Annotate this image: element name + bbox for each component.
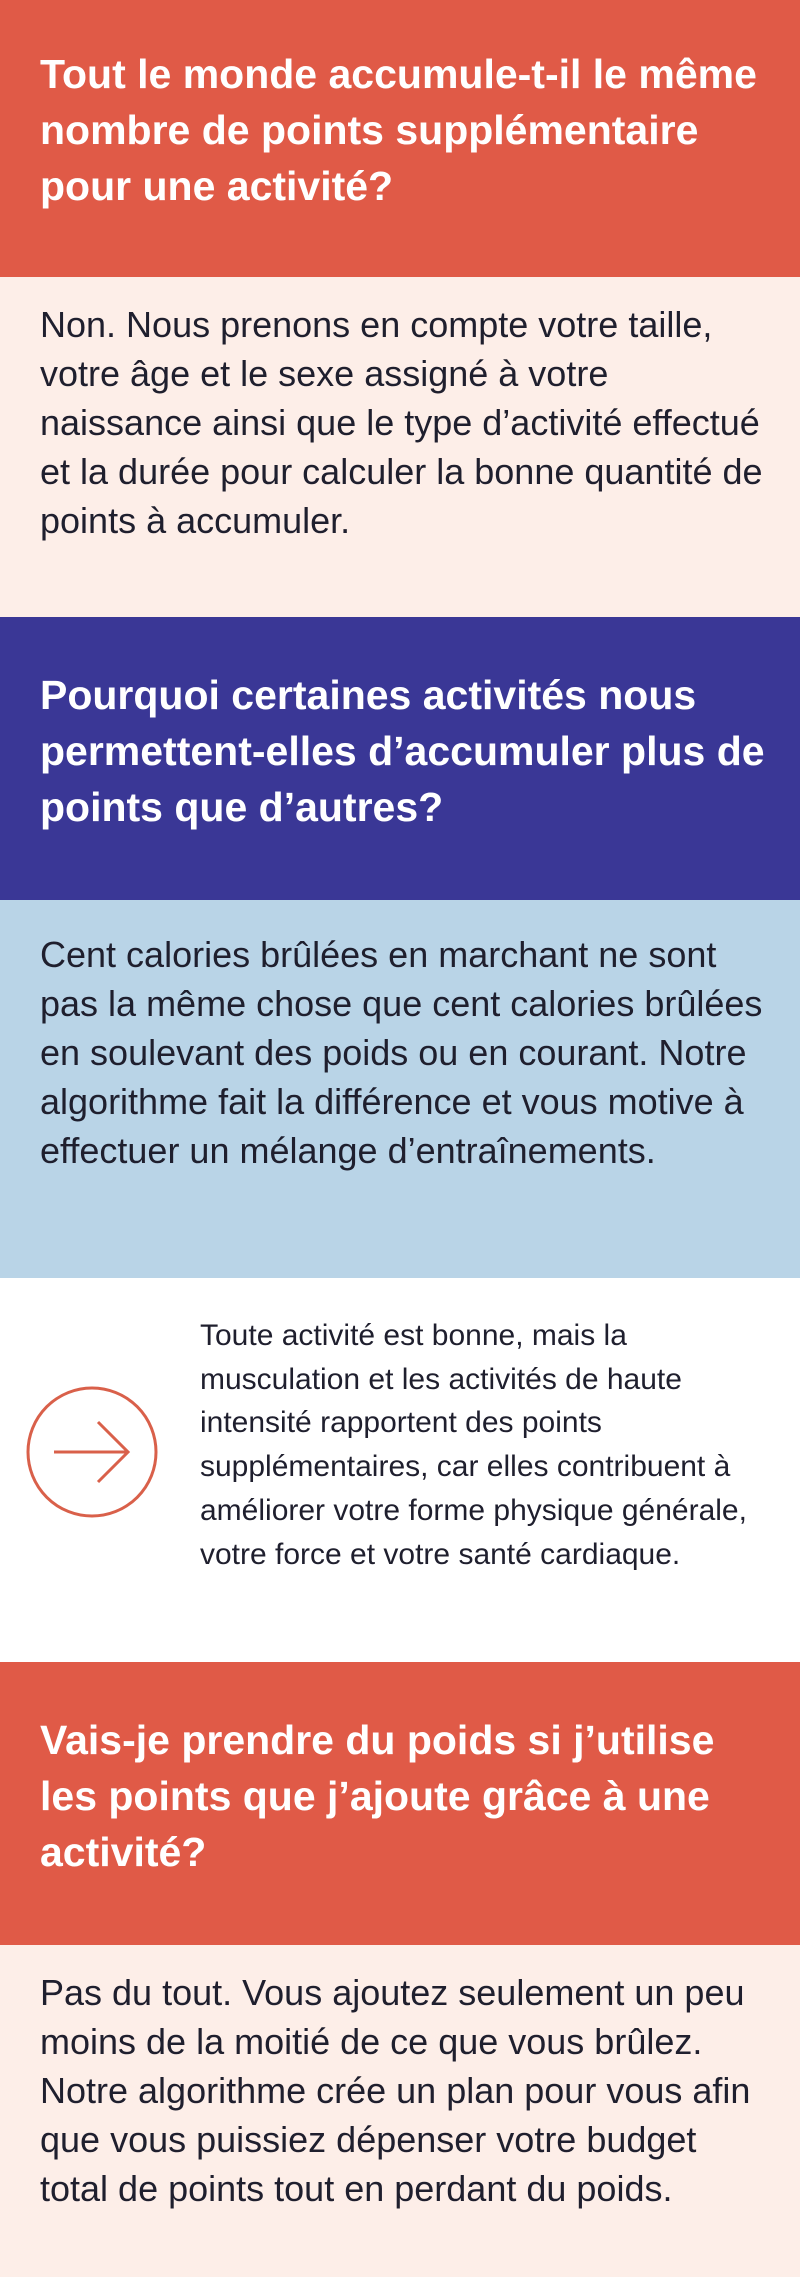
question-block-3 [0, 1662, 800, 1945]
question-heading-1: Tout le monde accumule-t-il le même nombre de points supplémentaire pour une activité? [40, 51, 757, 209]
answer-block-3 [0, 1945, 800, 2277]
arrow-right-circle-icon [24, 1384, 160, 1520]
answer-text-1: Non. Nous prenons en compte votre taille, votre âge et le sexe assigné à votre naissance ainsi que le type d’activité effectué et la durée pour calculer la bonne quantité de points à accumuler. [40, 304, 763, 541]
answer-text-3: Pas du tout. Vous ajoutez seulement un peu moins de la moitié de ce que vous brûlez. Notre algorithme crée un plan pour vous afin que vous puissiez dépenser votre budget total de points tout en perdant du poids. [40, 1972, 751, 2209]
tip-block [0, 1278, 800, 1662]
answer-block-1 [0, 277, 800, 617]
question-block-1 [0, 0, 800, 277]
question-heading-2: Pourquoi certaines activités nous permettent-elles d’accumuler plus de points que d’autres? [40, 672, 765, 830]
answer-text-2: Cent calories brûlées en marchant ne sont pas la même chose que cent calories brûlées en soulevant des poids ou en courant. Notre algorithme fait la différence et vous motive à effectuer un mélange d’entraînements. [40, 934, 763, 1171]
answer-block-2 [0, 900, 800, 1278]
question-block-2 [0, 617, 800, 900]
question-heading-3: Vais-je prendre du poids si j’utilise les points que j’ajoute grâce à une activité? [40, 1717, 715, 1875]
tip-text: Toute activité est bonne, mais la musculation et les activités de haute intensité rapportent des points supplémentaires, car elles contribuent à améliorer votre forme physique générale, votre force et votre santé cardiaque. [200, 1319, 747, 1571]
